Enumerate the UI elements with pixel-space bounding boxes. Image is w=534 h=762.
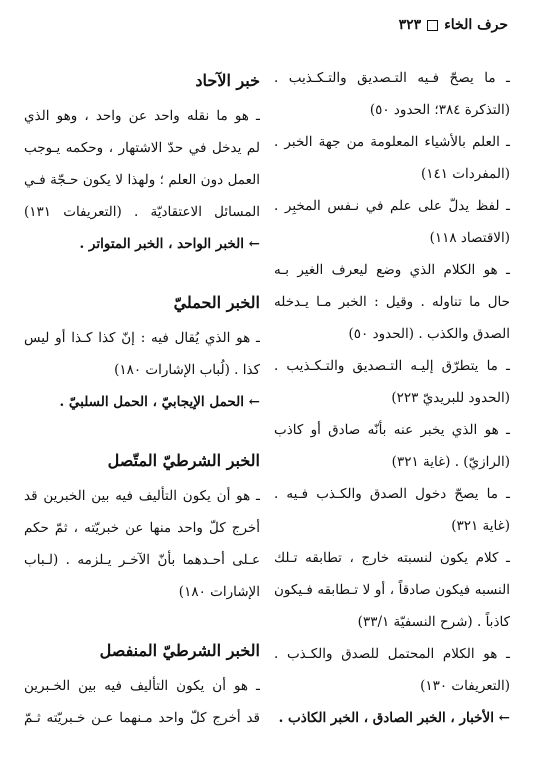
entry-heading: الخبر الشرطيّ المنفصل [99,641,260,660]
text-line: ـ هو الذي يخبر عنه بأنّه صادق أو كاذب [274,422,510,438]
text-line: قد أخرج كلّ واحد مـنهما عـن خـبريّته ثـمّ [24,710,260,726]
text-line: النسبه فيكون صادقاً ، أو لا تـطابقه فـيكون [274,582,510,598]
text-line: ـ ما يصحّ فـيه التـصديق والتـكـذيب . [274,70,510,86]
page-number: ٣٢٣ [398,17,422,33]
section-spacer [24,260,260,284]
text-line: الصدق والكذب . (الحدود ٥٠) [348,326,510,342]
text-line: (المفردات ١٤١) [420,166,510,182]
text-line: ـ هو ما نقله واحد عن واحد ، وهو الذي [24,108,260,124]
text-line: كذا . (لُباب الإشارات ١٨٠) [114,362,260,378]
text-line: ـ هو الكلام المحتمل للصدق والكـذب . [274,646,510,662]
text-line: ـ هو أن يكون التأليف فيه بين الخـبرين [24,678,260,694]
section-spacer [24,608,260,632]
entry-heading: الخبر الحمليّ [173,293,260,312]
text-line: ـ لفظ يدلّ على علم في نـفس المخبِر . [274,198,510,214]
text-line: (الاقتصاد ١١٨) [429,230,510,246]
text-line: كاذباً . (شرح النسفيّة ٣٣/١) [357,614,510,630]
text-line: (الرازيّ) . (غاية ٣٢١) [391,454,510,470]
text-line: ـ هو الكلام الذي وضع ليعرف الغير بـه [274,262,510,278]
text-line: عـلى أحـدهما بأنّ الآخـر يـلزمه . (لـباب [24,552,260,568]
cross-reference-line: ← الأخبار ، الخبر الصادق ، الخبر الكاذب . [278,710,510,726]
text-line: (غاية ٣٢١) [451,518,510,534]
text-line: ـ ما يصحّ دخول الصدق والكـذب فـيه . [274,486,510,502]
text-line: ـ العلم بالأشياء المعلومة من جهة الخبر . [274,134,510,150]
running-head [399,14,508,36]
text-line: ـ هو أن يكون التأليف فيه بين الخبرين قد [24,488,260,504]
entry-heading: الخبر الشرطيّ المتّصل [107,451,260,470]
right-column [274,62,510,734]
left-column [24,62,260,734]
text-line: (التذكرة ٣٨٤؛ الحدود ٥٠) [369,102,510,118]
text-line: ـ كلام يكون لنسبته خارج ، تطابقه تـلك [274,550,510,566]
entry-heading: خبر الآحاد [195,71,260,90]
square-separator-icon [427,20,438,31]
text-line: ـ ما يتطرّق إليـه التـصديق والتـكـذيب . [274,358,510,374]
text-line: أخرج كلّ واحد منها عن خبريّته ، ثمّ حكم [24,520,260,536]
text-line: المسائل الاعتقاديّة . (التعريفات ١٣١) [24,204,260,220]
text-line: (الحدود للبريديّ ٢٢٣) [391,390,510,406]
cross-reference-line: ← الخبر الواحد ، الخبر المتواتر . [79,236,260,252]
text-line: ـ هو الذي يُقال فيه : إنّ كذا كـذا أو ليس [24,330,260,346]
chapter-title: حرف الخاء [444,17,508,33]
text-line: لم يدخل في حدّ الاشتهار ، وحكمه يـوجب [24,140,260,156]
section-spacer [24,418,260,442]
text-line: حال ما تناوله . وقيل : الخبر مـا يـدخله [274,294,510,310]
text-line: العمل دون العلم ؛ ولهذا لا يكون حـجّة فـي [24,172,260,188]
text-line: (التعريفات ١٣٠) [420,678,510,694]
text-line: الإشارات ١٨٠) [178,584,260,600]
cross-reference-line: ← الحمل الإيجابيّ ، الحمل السلبيّ . [59,394,260,410]
